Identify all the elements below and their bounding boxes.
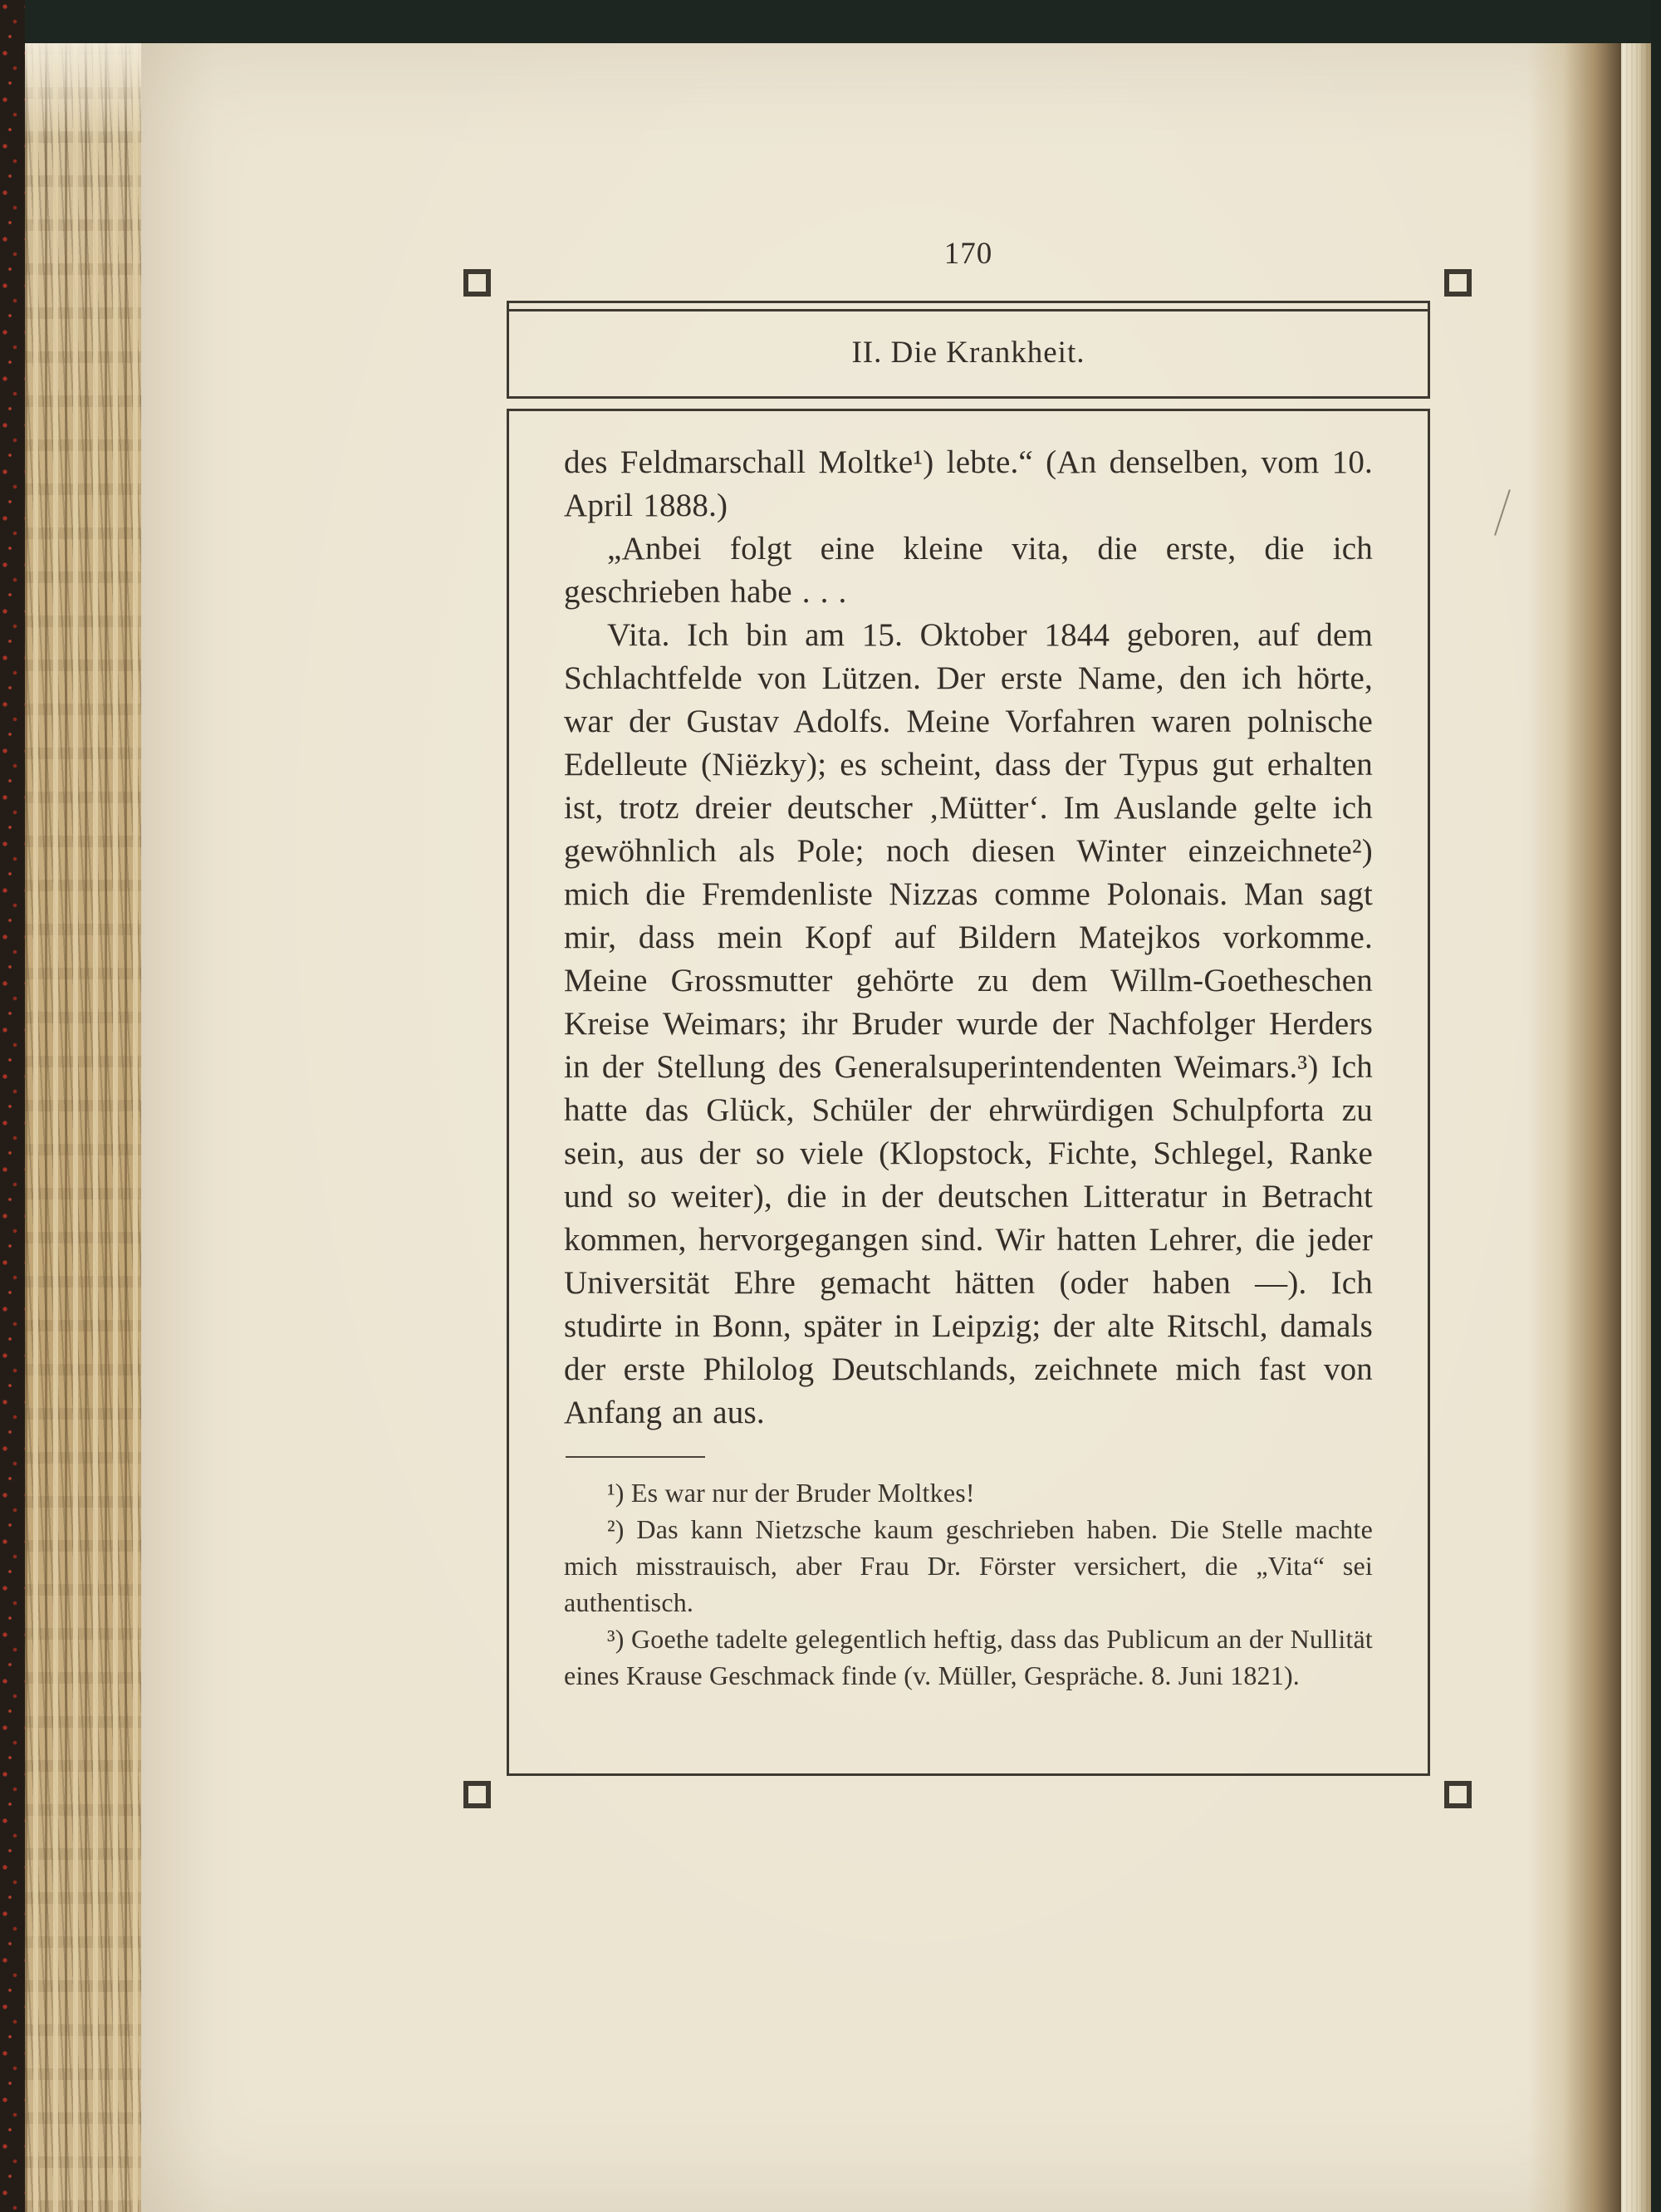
running-header-box xyxy=(507,301,1430,399)
footnote-3: ³) Goethe tadelte gelegentlich heftig, dass das Publicum an der Nullität eines Krause Geschmack finde (v. Müller, Gespräche. 8. Juni 1821). xyxy=(564,1624,1373,1690)
corner-ornament-bottom-left xyxy=(463,1781,491,1808)
body-paragraph-vita: Vita. Ich bin am 15. Oktober 1844 geboren, auf dem Schlachtfelde von Lützen. Der erste Name, den ich hörte, war der Gustav Adolfs. Meine Vorfahren waren polnische Edelleute (Niëzky); es scheint, dass der Typus gut erhalten ist, trotz dreier deutscher ‚Mütter‘. Im Auslande gelte ich gewöhnlich als Pole; noch diesen Winter einzeichnete²) mich die Fremdenliste Nizzas comme Polonais. Man sagt mir, dass mein Kopf auf Bildern Matejkos vorkomme. Meine Grossmutter gehörte zu dem Willm-Goetheschen Kreise Weimars; ihr Bruder wurde der Nachfolger Herders in der Stellung des Generalsuperintendenten Weimars.³) Ich hatte das Glück, Schüler der ehrwürdigen Schulpforta zu sein, aus der so viele (Klopstock, Fichte, Schlegel, Ranke und so weiter), die in der deutschen Litteratur in Betracht kommen, hervorgegangen sind. Wir hatten Lehrer, die jeder Universität Ehre gemacht hätten (oder haben —). Ich studirte in Bonn, später in Leipzig; der alte Ritschl, damals der erste Philolog Deutschlands, zeichnete mich fast von Anfang an aus. xyxy=(564,617,1373,1430)
footnote-separator-rule xyxy=(566,1456,705,1458)
scan-artifact-mark xyxy=(1494,489,1511,536)
body-paragraph: „Anbei folgt eine kleine vita, die erste, die ich geschrieben habe . . . xyxy=(564,531,1373,610)
book-cover-right-edge xyxy=(1651,0,1661,2212)
corner-ornament-top-right xyxy=(1444,269,1472,297)
footnote-1: ¹) Es war nur der Bruder Moltkes! xyxy=(607,1478,975,1508)
body-paragraph-continuation: des Feldmarschall Moltke¹) lebte.“ (An denselben, vom 10. April 1888.) xyxy=(564,444,1373,523)
book-page xyxy=(141,43,1621,2212)
facing-page-edge xyxy=(1621,43,1651,2212)
corner-ornament-top-left xyxy=(463,269,491,297)
corner-ornament-bottom-right xyxy=(1444,1781,1472,1808)
running-header: II. Die Krankheit. xyxy=(851,335,1085,370)
text-frame xyxy=(507,409,1430,1776)
stacked-page-edges xyxy=(25,43,141,2212)
book-fore-edge-speckled xyxy=(0,0,25,2212)
page-gutter-shadow xyxy=(1528,43,1621,2212)
footnote-2: ²) Das kann Nietzsche kaum geschrieben haben. Die Stelle machte mich misstrauisch, aber Frau Dr. Förster versichert, die „Vita“ sei authentisch. xyxy=(564,1514,1373,1617)
page-number: 170 xyxy=(943,237,993,271)
